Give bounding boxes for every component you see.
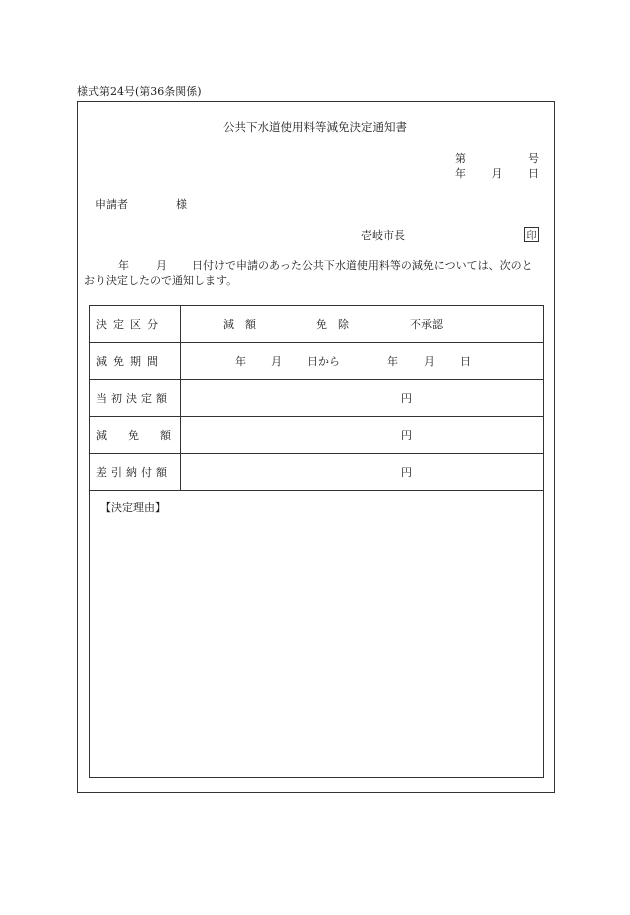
decision-reason-label: 【決定理由】 — [100, 501, 166, 514]
row-label-reduction-amount — [90, 417, 181, 453]
table-row-reduction-amount — [90, 417, 543, 454]
option-rejection: 不承認 — [410, 318, 443, 331]
option-exemption: 免 除 — [316, 318, 349, 331]
issuer-name: 壱岐市長 — [361, 229, 405, 242]
period-to-month: 月 — [424, 355, 435, 368]
date-month: 月 — [491, 167, 503, 180]
reduction-amount-unit: 円 — [401, 429, 412, 442]
label-char-3: 額 — [160, 429, 171, 442]
number-prefix: 第 — [455, 152, 466, 165]
date-year: 年 — [455, 167, 466, 180]
option-reduction: 減 額 — [223, 318, 256, 331]
table-row-decision-type — [90, 306, 543, 343]
period-to-year: 年 — [387, 355, 398, 368]
notice-number-line — [455, 153, 539, 164]
table-row-net-payment — [90, 454, 543, 491]
row-label-decision-type: 決定区分 — [90, 306, 181, 342]
period-to-day: 日 — [460, 355, 471, 368]
table-row-initial-amount — [90, 380, 543, 417]
number-suffix: 号 — [528, 152, 539, 165]
body-text-line-2: おり決定したので通知します。 — [84, 274, 238, 287]
body-month: 月 — [156, 259, 167, 272]
decision-table — [89, 305, 544, 778]
applicant-honorific: 様 — [176, 198, 187, 211]
label-char-2: 免 — [128, 429, 139, 442]
row-label-period: 減免期間 — [90, 343, 181, 379]
net-payment-unit: 円 — [401, 466, 412, 479]
initial-amount-unit: 円 — [401, 392, 412, 405]
period-from-year: 年 — [235, 355, 246, 368]
date-day: 日 — [528, 167, 539, 180]
label-char-1: 減 — [96, 429, 107, 442]
issue-date-line — [455, 168, 539, 179]
applicant-label: 申請者 — [95, 198, 128, 211]
seal-mark: 印 — [524, 227, 539, 242]
form-number-label: 様式第24号(第36条関係) — [77, 85, 202, 98]
body-line1-rest: 日付けで申請のあった公共下水道使用料等の減免については、次のと — [192, 259, 533, 272]
row-label-initial-amount: 当初決定額 — [90, 380, 181, 416]
row-label-net-payment: 差引納付額 — [90, 454, 181, 490]
period-from-day: 日から — [307, 355, 340, 368]
document-title: 公共下水道使用料等減免決定通知書 — [223, 120, 407, 134]
table-row-period — [90, 343, 543, 380]
body-year: 年 — [118, 259, 129, 272]
period-from-month: 月 — [271, 355, 282, 368]
